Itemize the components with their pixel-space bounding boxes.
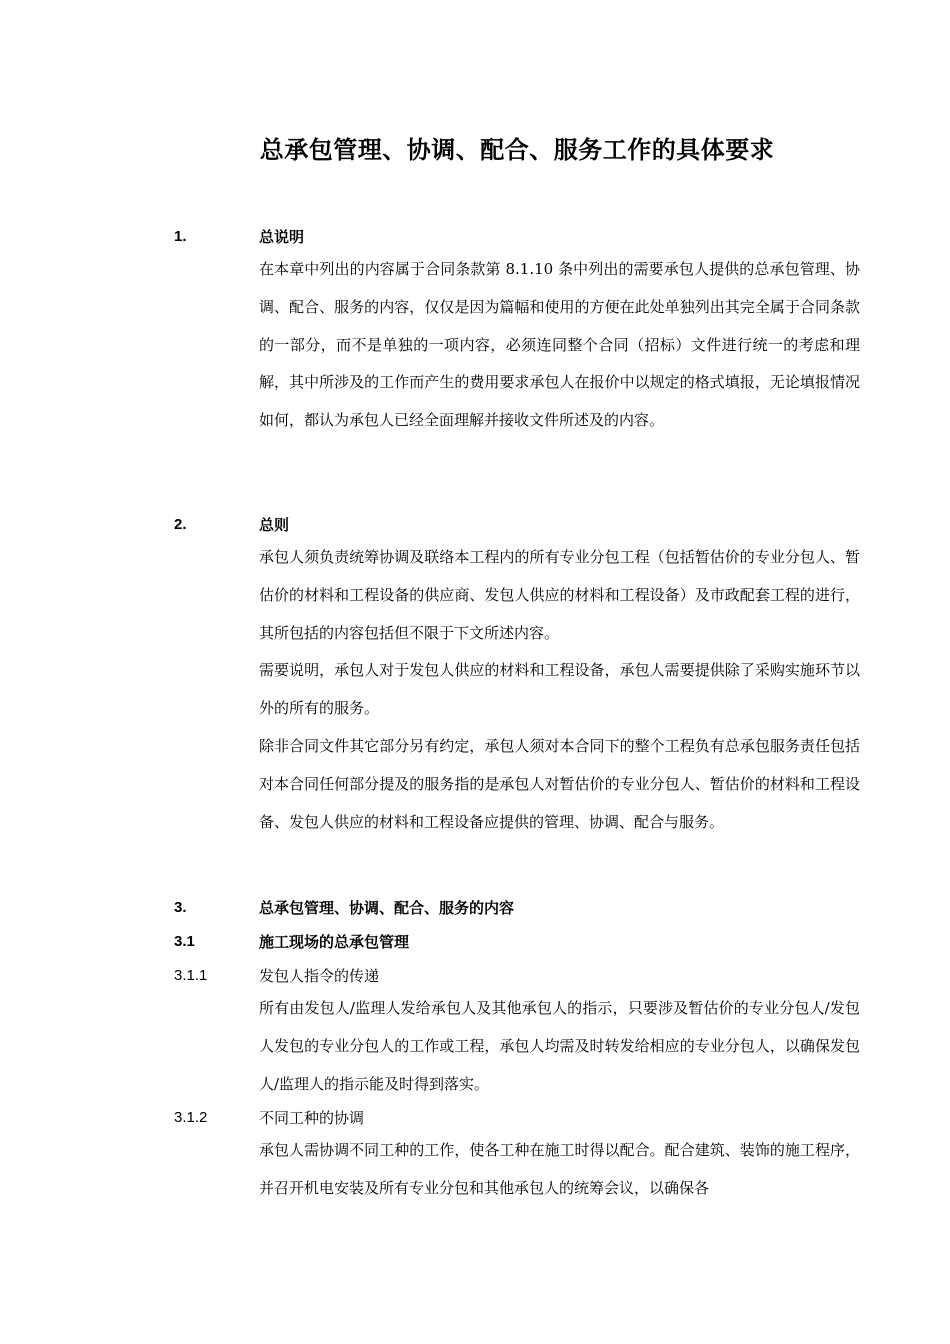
section-number: 3.1.2 <box>174 1109 208 1126</box>
section-heading: 总承包管理、协调、配合、服务的内容 <box>259 899 515 917</box>
paragraph: 在本章中列出的内容属于合同条款第 8.1.10 条中列出的需要承包人提供的总承包管理、协调、配合、服务的内容，仅仅是因为篇幅和使用的方便在此处单独列出其完全属于合同条款的一部分，而不是单独的一项内容，必须连同整个合同（招标）文件进行统一的考虑和理解，其中所涉及的工作而产生的费用要求承包人在报价中以规定的格式填报，无论填报情况如何，都认为承包人已经全面理解并接收文件所述及的内容。 <box>259 260 860 430</box>
section-3-1 <box>174 931 860 953</box>
section-3-1-2 <box>174 1107 860 1208</box>
section-number: 3. <box>174 899 187 916</box>
section-number: 3.1.1 <box>174 967 208 984</box>
section-number: 1. <box>174 228 187 245</box>
section-2 <box>174 514 860 841</box>
paragraph: 所有由发包人/监理人发给承包人及其他承包人的指示，只要涉及暂估价的专业分包人/发包人发包的专业分包人的工作或工程，承包人均需及时转发给相应的专业分包人，以确保发包人/监理人的指示能及时得到落实。 <box>259 999 860 1093</box>
section-heading: 发包人指令的传递 <box>259 967 380 985</box>
section-heading: 不同工种的协调 <box>259 1109 365 1127</box>
paragraph: 承包人需协调不同工种的工作，使各工种在施工时得以配合。配合建筑、装饰的施工程序，并召开机电安装及所有专业分包和其他承包人的统筹会议，以确保各 <box>259 1141 860 1197</box>
paragraph: 需要说明，承包人对于发包人供应的材料和工程设备，承包人需要提供除了采购实施环节以外的所有的服务。 <box>259 661 860 718</box>
section-number: 3.1 <box>174 933 195 950</box>
paragraph: 承包人须负责统筹协调及联络本工程内的所有专业分包工程（包括暂估价的专业分包人、暂估价的材料和工程设备的供应商、发包人供应的材料和工程设备）及市政配套工程的进行，其所包括的内容包括但不限于下文所述内容。 <box>259 548 860 642</box>
section-1 <box>174 226 860 440</box>
section-heading: 总说明 <box>259 228 305 246</box>
paragraph: 除非合同文件其它部分另有约定，承包人须对本合同下的整个工程负有总承包服务责任包括对本合同任何部分提及的服务指的是承包人对暂估价的专业分包人、暂估价的材料和工程设备、发包人供应的材料和工程设备应提供的管理、协调、配合与服务。 <box>259 736 860 831</box>
section-heading: 施工现场的总承包管理 <box>259 933 410 951</box>
document-title: 总承包管理、协调、配合、服务工作的具体要求 <box>259 136 775 164</box>
section-heading: 总则 <box>259 516 290 534</box>
section-3 <box>174 897 860 919</box>
section-3-1-1 <box>174 965 860 1103</box>
section-number: 2. <box>174 516 187 533</box>
